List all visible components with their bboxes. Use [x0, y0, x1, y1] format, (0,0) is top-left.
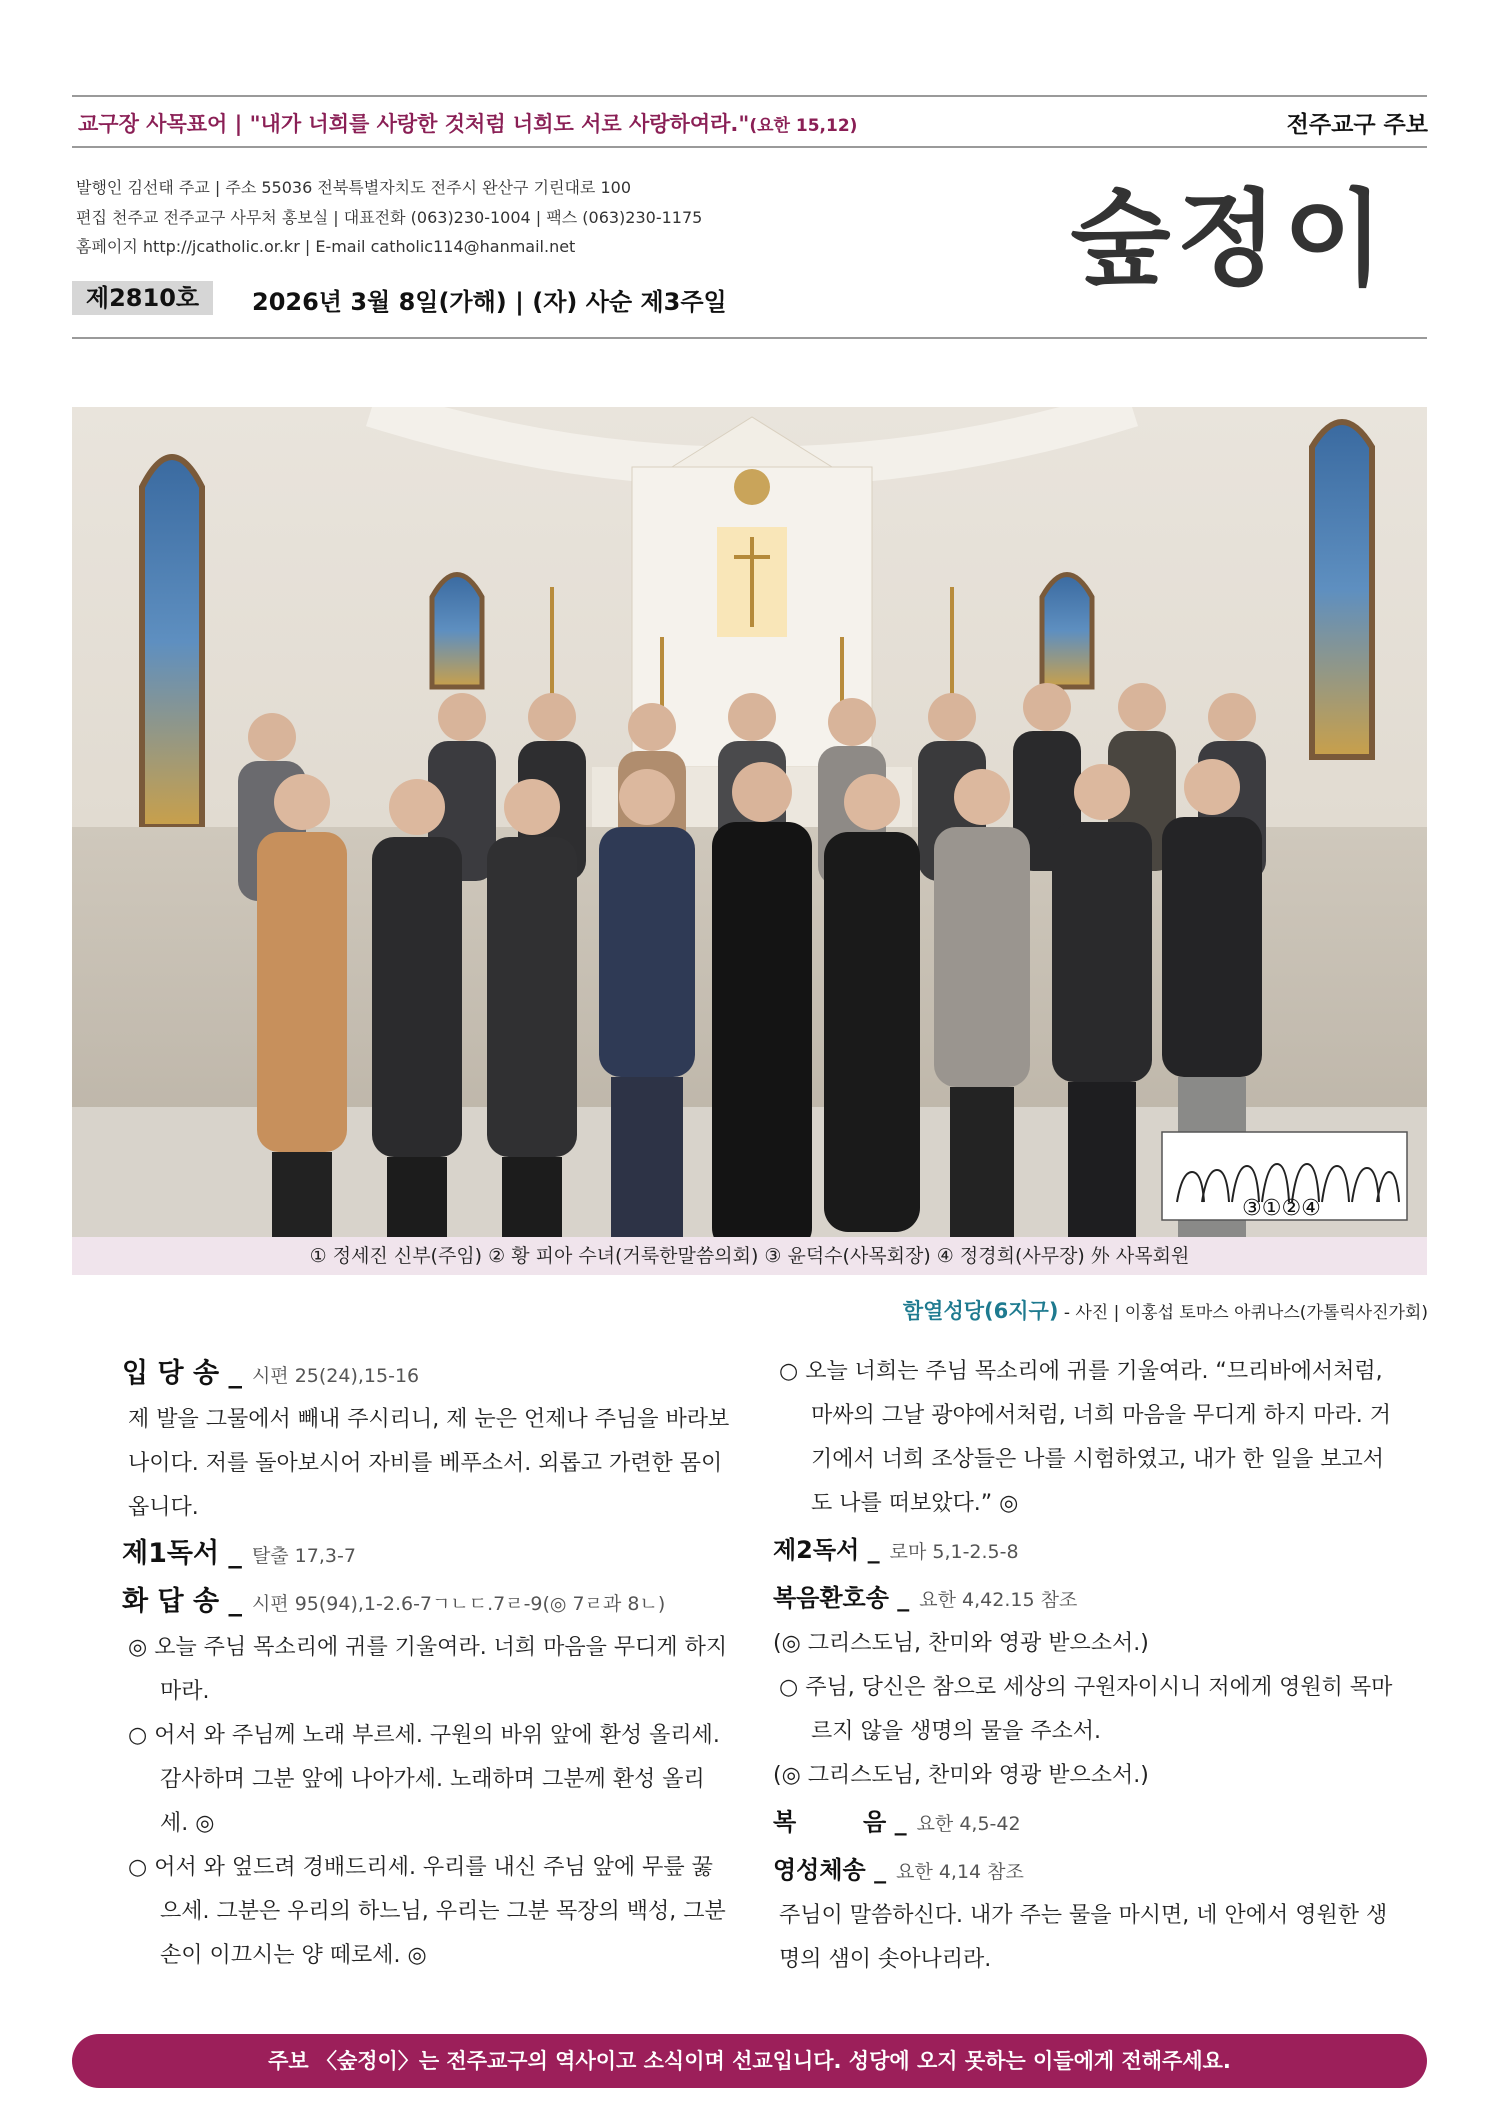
liturgy-right-column	[773, 1350, 1393, 1982]
church-name: 함열성당(6지구)	[902, 1299, 1059, 1323]
psalm-label: 화 답 송 _	[122, 1586, 242, 1617]
footer-banner: 주보 〈숲정이〉는 전주교구의 역사이고 소식이며 선교입니다. 성당에 오지 못하는 이들에게 전해주세요.	[72, 2034, 1427, 2088]
photo-credit	[903, 1295, 1428, 1325]
reading2-ref: 로마 5,1-2.5-8	[889, 1541, 1019, 1563]
publisher-line: 발행인 김선태 주교 | 주소 55036 전북특별자치도 전주시 완산구 기린대로 100	[76, 178, 632, 197]
weekly-label: 전주교구 주보	[1286, 112, 1428, 138]
acclamation-ref: 요한 4,42.15 참조	[919, 1589, 1078, 1611]
header-bottom-rule	[72, 337, 1427, 339]
editor-line: 편집 천주교 전주교구 사무처 홍보실 | 대표전화 (063)230-1004 | 팩스 (063)230-1175	[76, 208, 703, 227]
gospel-acclamation-header	[773, 1576, 1393, 1622]
gospel-header	[773, 1800, 1393, 1846]
issue-number: 제2810호	[72, 281, 213, 315]
bishop-motto	[78, 108, 857, 138]
first-reading-header	[122, 1532, 732, 1578]
photo-caption: ① 정세진 신부(주임) ② 황 피아 수녀(거룩한말씀의회) ③ 윤덕수(사목회장) ④ 정경희(사무장) 外 사목회원	[72, 1237, 1427, 1275]
psalm-verse: ○ 어서 와 주님께 노래 부르세. 구원의 바위 앞에 환성 올리세. 감사하며 그분 앞에 나아가세. 노래하며 그분께 환성 올리세. ◎	[128, 1723, 720, 1836]
acclamation-verse: ○ 주님, 당신은 참으로 세상의 구원자이시니 저에게 영원히 목마르지 않을 생명의 물을 주소서.	[779, 1675, 1393, 1744]
psalm-verse: ○ 어서 와 엎드려 경배드리세. 우리를 내신 주님 앞에 무릎 꿇으세. 그분은 우리의 하느님, 우리는 그분 목장의 백성, 그분 손이 이끄시는 양 떼로세. ◎	[128, 1855, 726, 1968]
acclamation-label: 복음환호송 _	[773, 1584, 910, 1612]
reading1-label: 제1독서 _	[122, 1538, 242, 1569]
psalm-header	[122, 1580, 732, 1626]
logo-text: 숲정이	[1070, 178, 1390, 300]
communion-label: 영성체송 _	[773, 1856, 887, 1884]
issue-date: 2026년 3월 8일(가해) | (자) 사순 제3주일	[252, 288, 727, 316]
photo-key-inset	[1162, 1132, 1407, 1221]
psalm-verse: ○ 오늘 너희는 주님 목소리에 귀를 기울여라. “므리바에서처럼, 마싸의 그날 광야에서처럼, 너희 마음을 무디게 하지 마라. 거기에서 너희 조상들은 나를 시험하였고, 내가 한 일을 보고서도 나를 떠보았다.” ◎	[779, 1359, 1391, 1516]
parish-group-photo	[72, 407, 1427, 1237]
motto-ref: (요한 15,12)	[749, 116, 858, 136]
masthead-logo	[1030, 175, 1430, 305]
photo-key-numbers: ③①②④	[1242, 1196, 1321, 1221]
entrance-ref: 시편 25(24),15-16	[251, 1365, 420, 1387]
second-reading-header	[773, 1528, 1393, 1574]
reading2-label: 제2독서 _	[773, 1536, 880, 1564]
communion-antiphon-header	[773, 1848, 1393, 1894]
acclamation-response: (◎ 그리스도님, 찬미와 영광 받으소서.)	[773, 1763, 1149, 1788]
gospel-ref: 요한 4,5-42	[916, 1813, 1021, 1835]
gospel-label: 복 음 _	[773, 1808, 907, 1836]
photographer: - 사진 | 이홍섭 토마스 아퀴나스(가톨릭사진가회)	[1058, 1303, 1428, 1323]
web-line: 홈페이지 http://jcatholic.or.kr | E-mail catholic114@hanmail.net	[76, 237, 576, 256]
communion-antiphon-text: 주님이 말씀하신다. 내가 주는 물을 마시면, 네 안에서 영원한 생명의 샘이 솟아나리라.	[779, 1903, 1388, 1972]
liturgy-left-column	[122, 1350, 732, 1978]
entrance-antiphon-text: 제 발을 그물에서 빼내 주시리니, 제 눈은 언제나 주님을 바라보나이다. 저를 돌아보시어 자비를 베푸소서. 외롭고 가련한 몸이옵니다.	[128, 1407, 730, 1520]
top-rule	[72, 95, 1427, 97]
entrance-antiphon-header	[122, 1352, 732, 1398]
psalm-response: ◎ 오늘 주님 목소리에 귀를 기울여라. 너희 마음을 무디게 하지 마라.	[128, 1635, 728, 1704]
acclamation-response: (◎ 그리스도님, 찬미와 영광 받으소서.)	[773, 1631, 1149, 1656]
reading1-ref: 탈출 17,3-7	[251, 1545, 356, 1567]
motto-text: 교구장 사목표어 | "내가 너희를 사랑한 것처럼 너희도 서로 사랑하여라."	[78, 112, 750, 136]
entrance-label: 입 당 송 _	[122, 1358, 242, 1389]
motto-rule	[72, 146, 1427, 148]
communion-ref: 요한 4,14 참조	[896, 1861, 1024, 1883]
psalm-ref: 시편 95(94),1-2.6-7ㄱㄴㄷ.7ㄹ-9(◎ 7ㄹ과 8ㄴ)	[251, 1593, 666, 1615]
